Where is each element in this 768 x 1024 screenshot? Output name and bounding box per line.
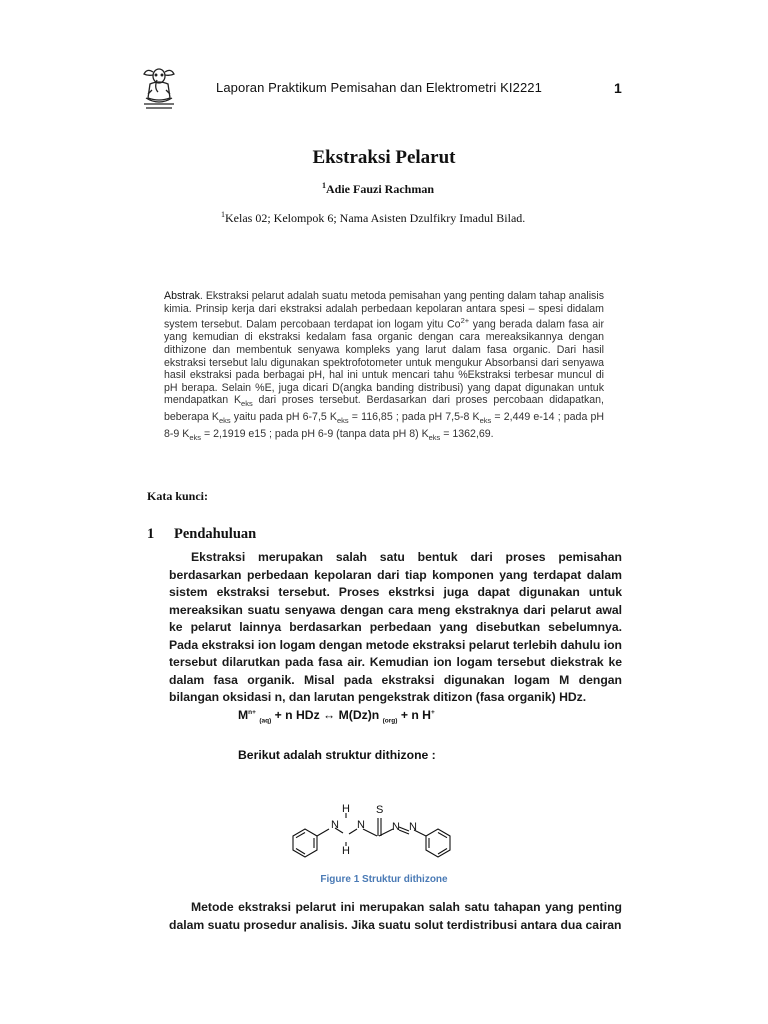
k-eks-sub: eks	[189, 432, 201, 442]
k-eks-sub: eks	[218, 416, 231, 426]
k-eks-sub: eks	[479, 416, 492, 426]
paper-title: Ekstraksi Pelarut	[312, 147, 456, 168]
atom-n-2: N	[357, 819, 365, 831]
page-number: 1	[614, 80, 622, 96]
author-name: Adie Fauzi Rachman	[326, 182, 434, 196]
author-sup: 1	[322, 181, 326, 190]
abstract-text-1: . Ekstraksi pelarut adalah suatu metoda pemisahan yang penting dalam tahap analisis kimia. Prinsip kerja dari ekstraksi adalah perbedaan kepolaran antara spesi – spesi didalam system tersebut. Dalam percobaan terdapat ion logam yitu Co	[164, 290, 604, 331]
eq-proton: + n H	[397, 708, 431, 722]
abstract-text-5: = 116,85 ; pada pH 7,5-8 K	[348, 410, 480, 423]
section-number: 1	[147, 526, 155, 542]
abstract	[164, 290, 604, 444]
cobalt-charge: 2+	[460, 316, 470, 326]
eq-proton-charge: +	[430, 708, 435, 716]
eq-middle: + n HDz ↔ M(Dz)n	[271, 708, 383, 722]
abstract-text-7: = 2,1919 e15 ; pada pH 6-9 (tanpa data pH 8) K	[201, 427, 429, 440]
eq-aq: (aq)	[259, 717, 272, 725]
section-title: Pendahuluan	[174, 526, 257, 542]
eq-metal: M	[238, 708, 249, 722]
structure-label: Berikut adalah struktur dithizone :	[238, 748, 436, 762]
affiliation-line	[221, 210, 525, 226]
abstract-text-2: yang berada dalam fasa air yang kemudian di ekstraksi kedalam fasa organic dengan cara mereaksikannya dengan dithizone dan membentuk senyawa kompleks yang larut dalam fasa organic. Dari hasil ekstraksi tersebut lalu digunakan spektrofotometer untuk mengukur Absorbansi dari senyawa hasil ekstraksi pada berbagai pH, hal ini untuk mencari tahu %Ekstraksi terbesar muncul di pH berapa. Selain %E, juga dicari D(angka banding distribusi) yang dapat digunakan untuk mendapatkan K	[164, 318, 604, 407]
k-eks-sub: eks	[336, 416, 349, 426]
atom-h-bottom: H	[342, 845, 350, 857]
atom-s: S	[376, 804, 384, 816]
ganesha-logo-icon	[136, 66, 182, 112]
reaction-equation	[238, 708, 435, 724]
paragraph-2-text: Metode ekstraksi pelarut ini merupakan salah satu tahapan yang penting dalam suatu prosedur analisis. Jika suatu solut terdistribusi antara dua cairan	[169, 900, 622, 932]
running-header: Laporan Praktikum Pemisahan dan Elektrometri KI2221	[216, 80, 542, 95]
dithizone-structure	[283, 790, 493, 871]
body-paragraph-1	[169, 549, 622, 707]
abstract-text-6: = 2,449 e-14 ; pada pH 8-9 K	[164, 410, 605, 440]
atom-h-top: H	[342, 803, 350, 815]
abstract-text-3: dari proses tersebut. Berdasarkan dari proses percobaan didapatkan, beberapa K	[164, 394, 604, 423]
right-benzene-ring	[426, 829, 450, 857]
author-line	[322, 181, 434, 197]
affiliation-text: Kelas 02; Kelompok 6; Nama Asisten Dzulfikry Imadul Bilad.	[225, 211, 526, 225]
figure-caption: Figure 1 Struktur dithizone	[320, 874, 448, 885]
atom-n-4: N	[409, 821, 417, 833]
abstract-text-8: = 1362,69.	[440, 427, 494, 440]
atom-n-3: N	[392, 821, 400, 833]
abstract-text-4: yaitu pada pH 6-7,5 K	[230, 410, 337, 423]
k-eks-sub: eks	[428, 432, 441, 442]
affiliation-sup: 1	[221, 210, 225, 219]
abstract-label: Abstrak	[164, 290, 200, 302]
eq-org: (org)	[382, 717, 398, 725]
eq-metal-charge: n+	[248, 708, 256, 716]
left-benzene-ring	[293, 829, 317, 857]
k-eks-sub: eks	[241, 399, 253, 409]
atom-n-1: N	[331, 819, 339, 831]
paragraph-1-text: Ekstraksi merupakan salah satu bentuk dari proses pemisahan berdasarkan perbedaan kepolaran dari tiap komponen yang terdapat dalam sistem ekstraksi tersebut. Proses ekstrksi juga dapat digunakan untuk mereaksikan suatu senyawa dengan cara meng ekstraknya dari pelarut awal ke pelarut lainnya berdasarkan perbedaan yang disebutkan sebelumnya. Pada ekstraksi ion logam dengan metode ekstraksi pelarut terlebih dahulu ion tersebut dilarutkan pada fasa air. Kemudian ion logam tersebut diekstrak ke dalam fasa organik. Misal pada ekstraksi digunakan logam M dengan bilangan oksidasi n, dan larutan pengekstrak ditizon (fasa organik) HDz.	[169, 550, 622, 704]
keywords-label: Kata kunci:	[147, 489, 209, 503]
body-paragraph-2	[169, 899, 622, 934]
